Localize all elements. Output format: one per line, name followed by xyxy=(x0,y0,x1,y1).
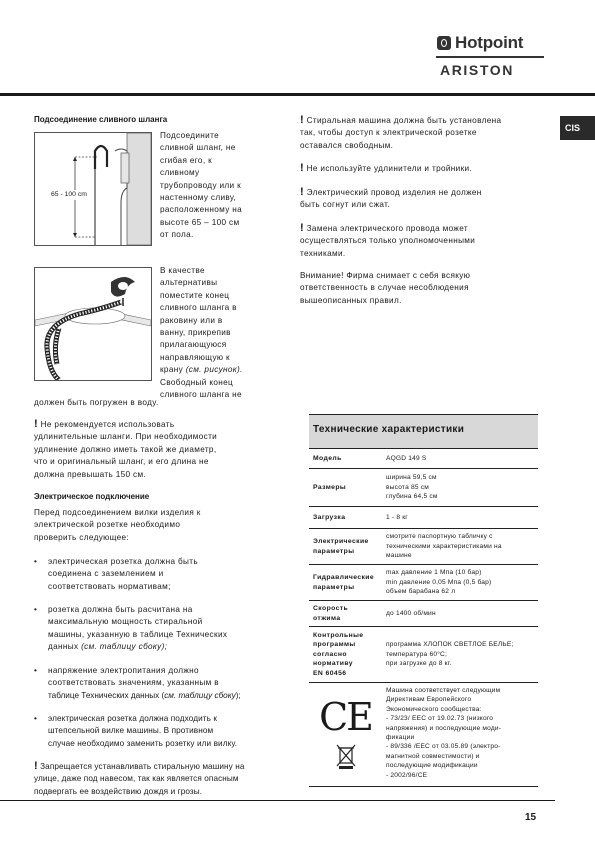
text-line: машины, указанную в таблице Технических xyxy=(48,629,228,639)
electric-bullet-2 xyxy=(34,604,279,654)
text-line: электрической розетке необходимо xyxy=(34,520,181,530)
text-line: трубопроводу или к xyxy=(160,180,242,190)
right-note-3 xyxy=(300,186,550,212)
text-line: удлинение должно иметь такой же диаметр, xyxy=(34,444,217,454)
table-cell: Модель xyxy=(309,449,382,469)
table-cell: Размеры xyxy=(309,469,382,507)
text-span: таблице Технических данных ( xyxy=(48,690,165,700)
table-cell: AQGD 149 S xyxy=(382,449,538,469)
drain-text-2-last: должен быть погружен в воду. xyxy=(34,398,159,407)
electric-intro xyxy=(34,507,274,544)
text-line: электрическая розетка должна быть xyxy=(48,557,199,566)
table-cell xyxy=(309,683,382,787)
bullet-icon: • xyxy=(34,714,38,723)
text-line: удлинительные шланги. При необходимости xyxy=(34,432,218,442)
drain-title: Подсоединение сливного шланга xyxy=(34,115,168,124)
text-line xyxy=(300,114,550,127)
dimension-label: 65 - 100 cm xyxy=(51,191,87,198)
brand-divider xyxy=(436,56,544,58)
text-line: соединена с заземлением и xyxy=(48,569,164,579)
drain-text-1 xyxy=(160,130,270,242)
text-span: Стиральная машина должна быть установлена xyxy=(306,116,502,125)
text-line: вышеописанных правил. xyxy=(300,295,402,305)
text-line: Подсоедините xyxy=(160,131,220,140)
table-reference: см. таблицу сбоку xyxy=(164,690,236,700)
text-line: подвергать ее воздействию дождя и грозы. xyxy=(34,786,203,796)
text-line xyxy=(300,162,550,175)
table-cell: программа ХЛОПОК СВЕТЛОЕ БЕЛЬЕ; температура 60°С; при загрузке до 8 кг. xyxy=(382,627,538,683)
text-line xyxy=(160,364,275,376)
text-line: что и оригинальный шланг, и его длина не xyxy=(34,457,209,467)
text-span: Не используйте удлинители и тройники. xyxy=(306,164,473,173)
table-cell: Скорость отжима xyxy=(309,601,382,627)
wall-drain-drawing xyxy=(35,133,151,245)
table-cell: Электрические параметры xyxy=(309,529,382,565)
table-cell: 1 - 8 кг xyxy=(382,507,538,529)
text-line: сгибая его, к xyxy=(160,155,213,165)
electric-bullet-3 xyxy=(34,665,279,702)
text-line: Перед подсоединением вилки изделия к xyxy=(34,508,201,517)
text-line xyxy=(34,760,279,773)
table-row xyxy=(309,449,538,469)
warning-icon: ! xyxy=(34,418,39,430)
bullet-icon: • xyxy=(34,666,38,675)
text-line: соответствовать значениям, указанным в xyxy=(48,678,219,688)
warning-icon: ! xyxy=(300,186,305,198)
warning-icon: ! xyxy=(300,222,305,234)
electric-bullet-4 xyxy=(34,713,279,750)
header-rule xyxy=(0,93,595,96)
drain-illustration-sink xyxy=(34,267,152,381)
right-note-4 xyxy=(300,222,550,260)
text-line: осуществляться только уполномоченными xyxy=(300,236,476,246)
outdoor-warning xyxy=(34,760,279,798)
right-note-2 xyxy=(300,162,550,175)
table-cell: Загрузка xyxy=(309,507,382,529)
table-row xyxy=(309,469,538,507)
drain-text-2 xyxy=(160,265,275,401)
table-cell: до 1400 об/мин xyxy=(382,601,538,627)
text-line: розетка должна быть расчитана на xyxy=(48,605,193,614)
brand-logo-icon xyxy=(437,36,451,50)
text-span: Электрический провод изделия не должен xyxy=(306,188,482,197)
text-line: направляющую к xyxy=(160,352,230,362)
figure-reference: (см. рисунок). xyxy=(185,365,243,375)
sink-drain-drawing xyxy=(35,268,151,380)
table-row xyxy=(309,565,538,601)
text-line: ванну, прикрепив xyxy=(160,328,231,338)
text-line: сливной шланг, не xyxy=(160,143,236,153)
text-line: ответственность в случае несоблюдения xyxy=(300,283,469,293)
language-tab: CIS xyxy=(560,116,595,140)
warning-icon: ! xyxy=(300,162,305,174)
text-line xyxy=(300,186,550,199)
text-line: техниками. xyxy=(300,248,346,258)
text-line: так, чтобы доступ к электрической розетке xyxy=(300,128,477,138)
text-line: сливного шланга не xyxy=(160,390,242,400)
text-line: сливного шланга в xyxy=(160,303,237,313)
text-line xyxy=(34,418,274,431)
warning-icon: ! xyxy=(300,114,305,126)
text-span: крану xyxy=(160,365,186,375)
electric-title: Электрическое подключение xyxy=(34,492,150,501)
text-line: Внимание! Фирма снимает с себя всякую xyxy=(300,271,471,280)
brand-name: Hotpoint xyxy=(455,33,524,52)
text-line: электрическая розетка должна подходить к xyxy=(48,714,218,723)
text-line: оставался свободным. xyxy=(300,140,394,150)
text-span: ); xyxy=(235,690,241,700)
table-row xyxy=(309,507,538,529)
text-line: высоте 65 – 100 см xyxy=(160,217,240,227)
attention-note xyxy=(300,270,550,307)
text-line: штепсельной вилке машины. В противном xyxy=(48,726,214,736)
text-line: напряжение электропитания должно xyxy=(48,666,199,675)
text-span: Не рекомендуется использовать xyxy=(40,420,175,429)
text-line: сливному xyxy=(160,168,200,178)
warning-icon: ! xyxy=(34,760,38,772)
spec-table-title: Технические характеристики xyxy=(309,414,538,448)
text-line: В качестве xyxy=(160,266,205,275)
text-line: должна превышать 150 см. xyxy=(34,469,147,479)
footer-rule xyxy=(0,800,555,801)
table-cell: Контрольные программы согласно нормативу EN 60456 xyxy=(309,627,382,683)
text-span: Запрещается устанавливать стиральную машину на xyxy=(40,762,245,771)
extension-warning xyxy=(34,418,274,481)
text-span: Замена электрического провода может xyxy=(306,224,468,233)
table-cell: Гидравлические параметры xyxy=(309,565,382,601)
text-line: Свободный конец xyxy=(160,377,234,387)
text-line: раковину или в xyxy=(160,315,223,325)
table-row xyxy=(309,627,538,683)
table-reference: (см. таблицу сбоку); xyxy=(81,642,168,652)
table-cell: Машина соответствует следующим Директивам Европейского Экономического сообщества: - 73/23/ EEC от 19.02.73 (низкого напряжения) и последующие моди- фикации - 89/336 /EEC от 03.05.89 (электро- магнитной совместимости) и последующие модификации - 2002/96/CE xyxy=(382,683,538,787)
page-number: 15 xyxy=(525,812,537,823)
text-line xyxy=(300,222,550,235)
spec-table xyxy=(309,414,538,787)
text-line: расположенному на xyxy=(160,205,243,215)
text-line: от пола. xyxy=(160,230,194,240)
text-line: настенному сливу, xyxy=(160,193,237,203)
text-line: максимальную мощность стиральной xyxy=(48,617,203,627)
right-note-1 xyxy=(300,114,550,152)
spec-table-grid xyxy=(309,448,538,787)
bullet-icon: • xyxy=(34,605,38,614)
text-line: альтернативы xyxy=(160,278,218,288)
drain-illustration-wall xyxy=(34,132,152,246)
brand-logo xyxy=(436,32,544,80)
text-line: поместите конец xyxy=(160,290,230,300)
text-line: проверить следующее: xyxy=(34,532,130,542)
brand-sub: ARISTON xyxy=(440,62,514,78)
table-row xyxy=(309,683,538,787)
text-line xyxy=(48,690,279,702)
electric-bullet-1 xyxy=(34,556,279,593)
table-cell: max давление 1 Mпa (10 бар) min давление 0,05 Мпа (0,5 бар) объем барабана 62 л xyxy=(382,565,538,601)
weee-bin-icon xyxy=(335,743,357,769)
text-line: улице, даже под навесом, так как является опасным xyxy=(34,774,239,784)
table-cell: ширина 59,5 см высота 85 см глубина 64,5 см xyxy=(382,469,538,507)
text-line: случае необходимо заменить розетку или вилку. xyxy=(48,738,238,748)
table-row xyxy=(309,529,538,565)
text-line xyxy=(48,641,279,653)
bullet-icon: • xyxy=(34,557,38,566)
ce-mark-icon: CE xyxy=(319,694,372,739)
text-line: прилагающуюся xyxy=(160,340,227,350)
table-row xyxy=(309,601,538,627)
text-line: соответствовать нормативам; xyxy=(48,581,171,591)
text-span: данных xyxy=(48,642,82,652)
text-line: быть согнут или сжат. xyxy=(300,200,390,210)
table-cell: смотрите паспортную табличку с техническими характеристиками на машине xyxy=(382,529,538,565)
